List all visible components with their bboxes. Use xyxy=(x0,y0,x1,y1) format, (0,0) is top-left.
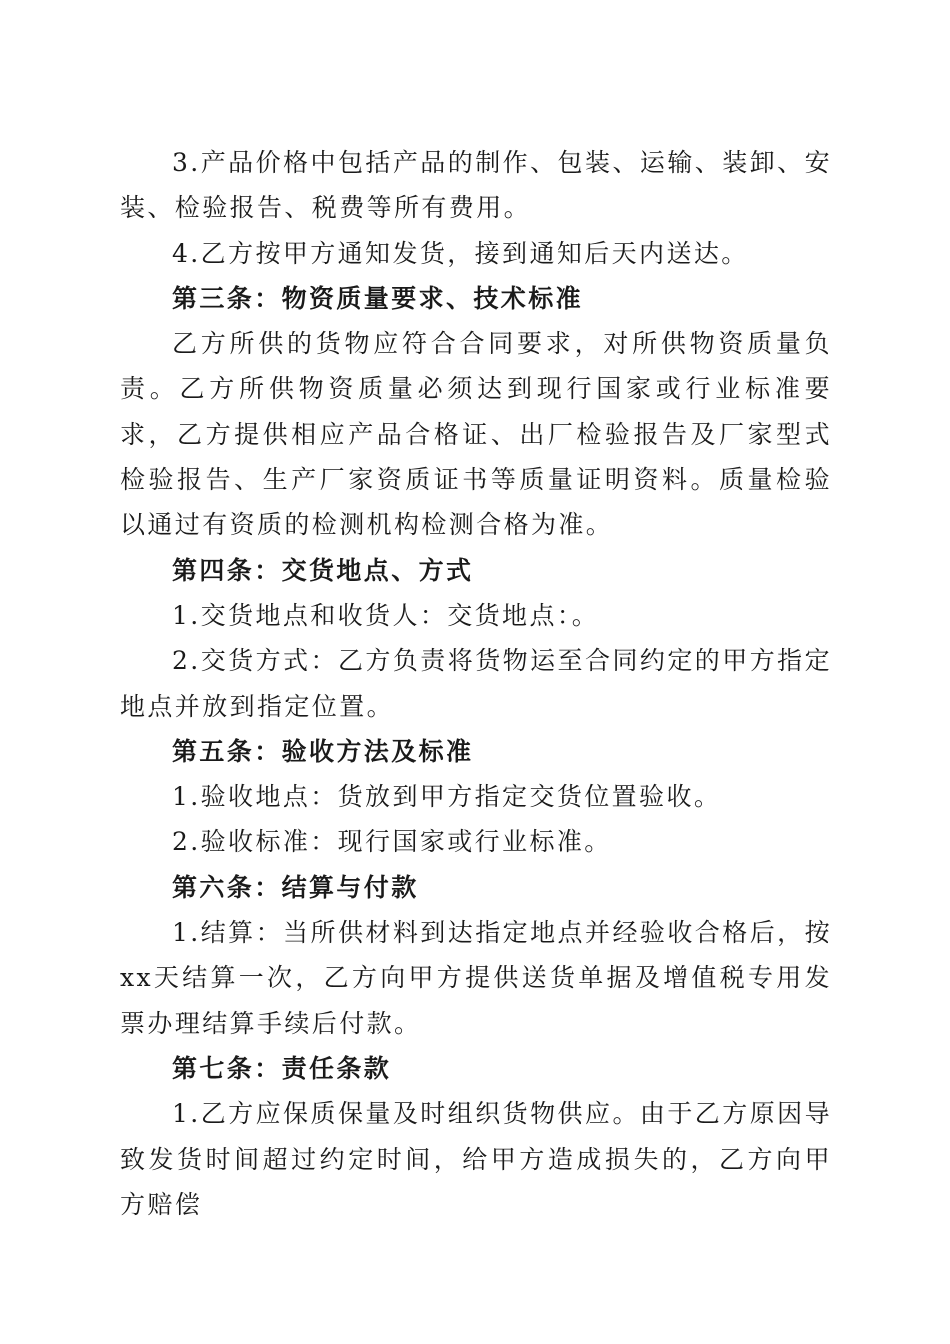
paragraph-acceptance-standard: 2.验收标准：现行国家或行业标准。 xyxy=(172,827,612,857)
document-body xyxy=(120,140,832,1227)
paragraph-acceptance-location: 1.验收地点：货放到甲方指定交货位置验收。 xyxy=(172,782,722,812)
paragraph-price-includes: 3.产品价格中包括产品的制作、包装、运输、装卸、安装、检验报告、税费等所有费用。 xyxy=(120,148,832,223)
section-heading-article-5: 第五条：验收方法及标准 xyxy=(172,736,474,766)
paragraph-delivery-notice: 4.乙方按甲方通知发货，接到通知后天内送达。 xyxy=(172,238,749,268)
section-heading-article-3: 第三条：物资质量要求、技术标准 xyxy=(172,283,584,313)
section-heading-article-7: 第七条：责任条款 xyxy=(172,1053,392,1083)
paragraph-quality-requirements: 乙方所供的货物应符合合同要求，对所供物资质量负责。乙方所供物资质量必须达到现行国家或行业标准要求，乙方提供相应产品合格证、出厂检验报告及厂家型式检验报告、生产厂家资质证书等质量证明资料。质量检验以通过有资质的检测机构检测合格为准。 xyxy=(120,329,832,540)
section-heading-article-4: 第四条：交货地点、方式 xyxy=(172,555,474,585)
paragraph-delivery-location: 1.交货地点和收货人：交货地点：。 xyxy=(172,600,600,630)
section-heading-article-6: 第六条：结算与付款 xyxy=(172,872,419,902)
paragraph-liability: 1.乙方应保质保量及时组织货物供应。由于乙方原因导致发货时间超过约定时间，给甲方造成损失的，乙方向甲方赔偿 xyxy=(120,1099,832,1219)
paragraph-delivery-method: 2.交货方式：乙方负责将货物运至合同约定的甲方指定地点并放到指定位置。 xyxy=(120,646,832,721)
paragraph-settlement: 1.结算：当所供材料到达指定地点并经验收合格后，按xx天结算一次，乙方向甲方提供送货单据及增值税专用发票办理结算手续后付款。 xyxy=(120,918,832,1038)
